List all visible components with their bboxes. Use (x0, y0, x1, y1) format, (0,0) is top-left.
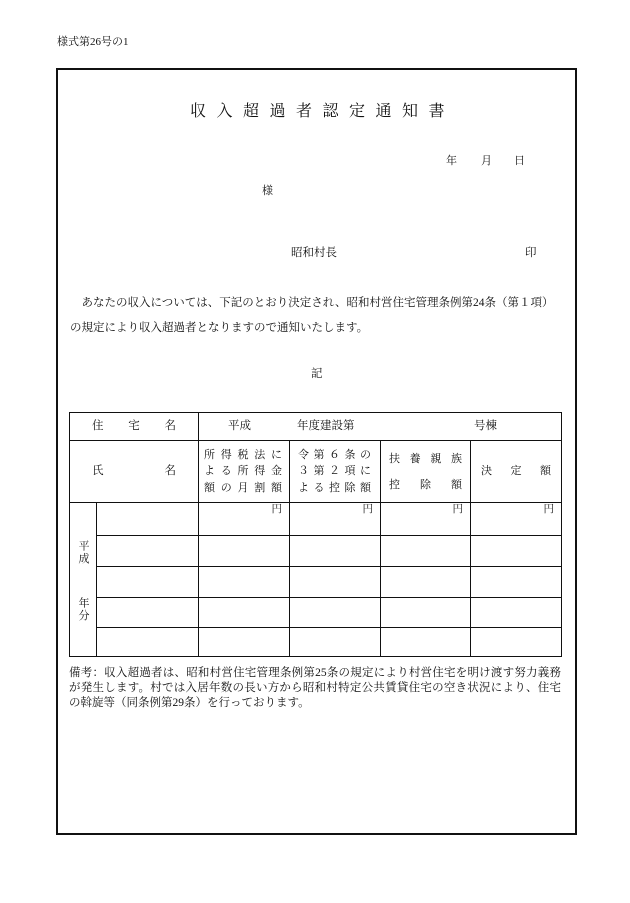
header-monthly-income (199, 441, 289, 502)
dependent-deduction-cell (381, 628, 470, 656)
determined-amount-cell (471, 628, 561, 656)
issuer-seal: 印 (525, 247, 537, 259)
deduction-cell (290, 567, 380, 597)
monthly-income-cell (199, 628, 289, 656)
deduction-cell (290, 536, 380, 566)
header-line: よる控除額 (298, 481, 371, 494)
header-line: 額の月割額 (204, 481, 282, 494)
dependent-deduction-cell (381, 598, 470, 627)
name-cell (97, 536, 198, 566)
header-line: 控除額 (389, 478, 462, 491)
name-cell (97, 628, 198, 656)
yen-unit: 円 (362, 504, 373, 515)
name-label: 氏名 (70, 441, 198, 502)
yen-unit: 円 (452, 504, 463, 515)
deduction-cell (290, 598, 380, 627)
dependent-deduction-cell (381, 536, 470, 566)
period-era: 平成 (77, 540, 89, 565)
note-line-3: の斡旋等（同条例第29条）を行っております。 (69, 697, 310, 709)
monthly-income-cell (199, 536, 289, 566)
name-cell (97, 598, 198, 627)
header-line: ３第２項に (298, 465, 371, 478)
addressee-honorific: 様 (262, 185, 273, 197)
determined-amount-cell (471, 598, 561, 627)
period-year-suffix: 年分 (77, 597, 89, 622)
housing-building: 号棟 (474, 420, 497, 432)
name-cell (97, 503, 198, 535)
date-year: 年 (446, 155, 457, 167)
header-line: 令第６条の (298, 448, 371, 461)
document-title: 収入超過者認定通知書 (190, 103, 456, 120)
dependent-deduction-cell (381, 503, 470, 535)
determined-amount-cell (471, 503, 561, 535)
issuer-name: 昭和村長 (291, 247, 337, 259)
housing-name-value (199, 413, 561, 440)
date-month: 月 (481, 155, 492, 167)
deduction-cell (290, 503, 380, 535)
deduction-cell (290, 628, 380, 656)
period-cell (70, 503, 96, 656)
header-line: よる所得金 (204, 465, 282, 478)
header-determined-amount (471, 441, 561, 502)
housing-name-label: 住宅名 (70, 413, 198, 440)
dependent-deduction-cell (381, 567, 470, 597)
header-line: 所得税法に (204, 448, 282, 461)
body-text-line-2: の規定により収入超過者となりますので通知いたします。 (70, 322, 369, 334)
ki-heading: 記 (311, 368, 323, 380)
form-number: 様式第26号の1 (57, 36, 129, 48)
header-line: 決定額 (481, 465, 551, 478)
note-line-2: が発生します。村では入居年数の長い方から昭和村特定公共賃貸住宅の空き状況により、住宅 (69, 682, 561, 694)
header-deduction (290, 441, 380, 502)
body-text-line-1: あなたの収入については、下記のとおり決定され、昭和村営住宅管理条例第24条（第１項） (81, 297, 554, 309)
monthly-income-cell (199, 503, 289, 535)
header-line: 扶養親族 (389, 452, 462, 465)
income-table (69, 412, 562, 657)
yen-unit: 円 (271, 504, 282, 515)
name-cell (97, 567, 198, 597)
housing-fiscal-year-built: 年度建設第 (297, 420, 355, 432)
housing-era: 平成 (228, 420, 251, 432)
determined-amount-cell (471, 536, 561, 566)
monthly-income-cell (199, 598, 289, 627)
note-line-1: 備考：収入超過者は、昭和村営住宅管理条例第25条の規定により村営住宅を明け渡す努力義務 (69, 667, 561, 679)
monthly-income-cell (199, 567, 289, 597)
yen-unit: 円 (543, 504, 554, 515)
date-day: 日 (514, 155, 525, 167)
header-dependent-deduction (381, 441, 470, 502)
determined-amount-cell (471, 567, 561, 597)
